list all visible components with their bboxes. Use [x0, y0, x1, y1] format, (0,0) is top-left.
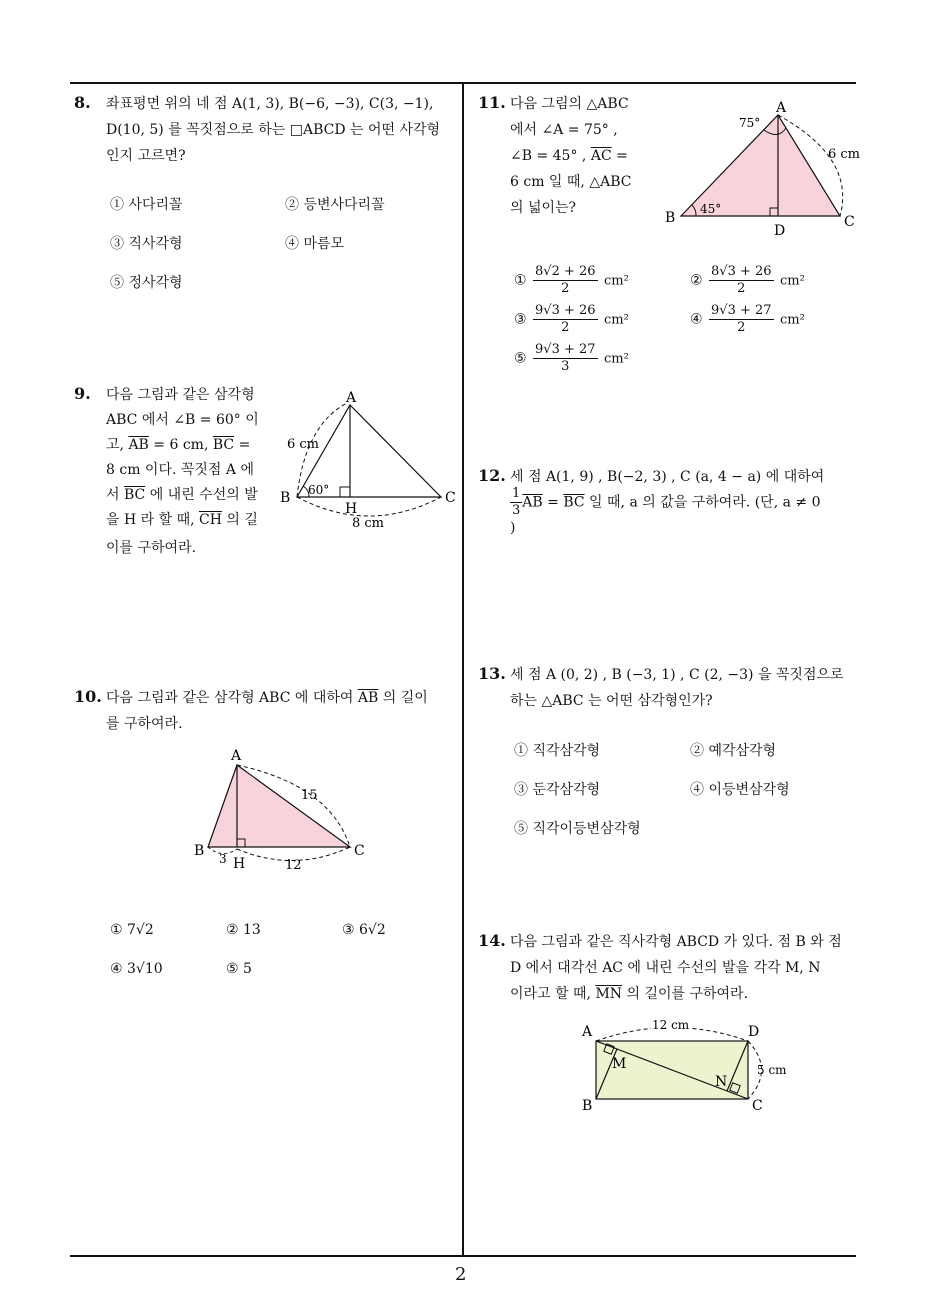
triangle-figure-9 — [275, 385, 465, 535]
question-text: ABC 에서 ∠B = 60° 이 — [106, 412, 259, 428]
question-text: $\frac{1}{3}$ $\overline{AB} = \overline{BC}$ 일 때, a 의 값을 구하여라. (단, a ≠ 0 — [512, 486, 821, 518]
choice-5[interactable]: ⑤ 5 — [226, 961, 252, 977]
choice-1[interactable]: ① 사다리꼴 — [110, 197, 183, 213]
choice-1[interactable]: ① $\frac{8√2 + 26}{2}$ cm² — [514, 264, 629, 296]
label-B: B — [280, 490, 291, 506]
question-text: 를 구하여라. — [106, 716, 183, 732]
choice-3[interactable]: ③ $\frac{9√3 + 26}{2}$ cm² — [514, 303, 629, 335]
label-M: M — [612, 1056, 627, 1072]
question-text: 세 점 A(1, 9) , B(−2, 3) , C (a, 4 − a) 에 대하여 — [510, 469, 825, 485]
question-number: 9. — [74, 384, 91, 403]
label-C: C — [445, 490, 456, 506]
page-number: 2 — [455, 1264, 467, 1285]
label-N: N — [715, 1074, 728, 1090]
label-H: H — [233, 856, 246, 872]
question-text: 다음 그림과 같은 삼각형 ABC 에 대하여 $\overline{AB}$ 의 길이 — [106, 690, 428, 706]
question-text: 이라고 할 때, $\overline{MN}$ 의 길이를 구하여라. — [510, 986, 749, 1002]
question-text: 서 $\overline{BC}$ 에 내린 수선의 발 — [106, 487, 258, 503]
label-B: B — [665, 210, 676, 226]
label-ac: 15 — [301, 788, 318, 803]
question-text: 다음 그림과 같은 직사각형 ABCD 가 있다. 점 B 와 점 — [510, 934, 842, 950]
choice-4[interactable]: ④ 이등변삼각형 — [690, 782, 790, 798]
question-number: 8. — [74, 93, 91, 112]
choice-3[interactable]: ③ 둔각삼각형 — [514, 782, 601, 798]
question-text: 을 H 라 할 때, $\overline{CH}$ 의 길 — [106, 512, 258, 528]
column-divider — [462, 82, 464, 1256]
label-A: A — [346, 390, 357, 406]
question-number: 11. — [478, 93, 506, 112]
question-text: 6 cm 일 때, △ABC — [510, 174, 632, 190]
question-text: 인지 고르면? — [106, 148, 186, 164]
label-B: B — [194, 843, 205, 859]
rectangle-figure-14 — [575, 1012, 795, 1122]
choice-2[interactable]: ② 13 — [226, 922, 261, 938]
label-dc: 5 cm — [757, 1063, 787, 1077]
choice-1[interactable]: ① 직각삼각형 — [514, 743, 601, 759]
question-number: 10. — [74, 687, 102, 706]
question-text: D 에서 대각선 AC 에 내린 수선의 발을 각각 M, N — [510, 960, 821, 976]
question-number: 14. — [478, 931, 506, 950]
label-ac: 6 cm — [828, 147, 860, 162]
question-text: 의 넓이는? — [510, 200, 577, 216]
question-text: 에서 ∠A = 75° , — [510, 122, 618, 138]
choice-2[interactable]: ② $\frac{8√3 + 26}{2}$ cm² — [690, 264, 805, 296]
question-text: D(10, 5) 를 꼭짓점으로 하는 □ABCD 는 어떤 사각형 — [106, 122, 441, 138]
label-D: D — [774, 223, 786, 239]
question-number: 13. — [478, 664, 506, 683]
choice-2[interactable]: ② 등변사다리꼴 — [285, 197, 385, 213]
label-hc: 12 — [285, 858, 302, 873]
question-text: 다음 그림의 △ABC — [510, 96, 629, 112]
triangle-figure-11 — [660, 98, 860, 240]
label-ab: 6 cm — [287, 437, 320, 452]
label-D: D — [748, 1024, 760, 1040]
label-angle: 60° — [308, 483, 330, 497]
choice-3[interactable]: ③ 직사각형 — [110, 236, 183, 252]
choice-3[interactable]: ③ 6√2 — [342, 922, 386, 938]
question-text: 고, $\overline{AB} = 6$ cm, $\overline{BC}$ = — [106, 437, 251, 453]
choice-1[interactable]: ① 7√2 — [110, 922, 154, 938]
choice-5[interactable]: ⑤ 정사각형 — [110, 275, 183, 291]
label-bh: 3 — [219, 852, 227, 866]
choice-2[interactable]: ② 예각삼각형 — [690, 743, 777, 759]
question-text: 하는 △ABC 는 어떤 삼각형인가? — [510, 693, 713, 709]
question-text: 8 cm 이다. 꼭짓점 A 에 — [106, 462, 254, 478]
choice-4[interactable]: ④ 마름모 — [285, 236, 345, 252]
label-H: H — [345, 501, 358, 517]
question-text: ) — [510, 520, 516, 536]
label-B: B — [582, 1098, 593, 1114]
bottom-rule — [70, 1255, 856, 1257]
label-C: C — [354, 843, 365, 859]
label-angA: 75° — [739, 116, 761, 130]
label-bc: 8 cm — [352, 516, 385, 531]
choice-4[interactable]: ④ 3√10 — [110, 961, 163, 977]
choice-5[interactable]: ⑤ 직각이등변삼각형 — [514, 821, 641, 837]
label-C: C — [844, 214, 855, 230]
choice-4[interactable]: ④ $\frac{9√3 + 27}{2}$ cm² — [690, 303, 805, 335]
question-text: ∠B = 45° , $\overline{AC}$ = — [510, 148, 628, 164]
label-C: C — [752, 1098, 763, 1114]
triangle-figure-10 — [190, 745, 380, 875]
question-number: 12. — [478, 466, 506, 485]
label-A: A — [776, 100, 787, 116]
question-text: 다음 그림과 같은 삼각형 — [106, 387, 255, 403]
label-angB: 45° — [700, 202, 722, 216]
label-ad: 12 cm — [652, 1018, 690, 1032]
question-text: 세 점 A (0, 2) , B (−3, 1) , C (2, −3) 을 꼭짓점으로 — [510, 667, 844, 683]
label-A: A — [582, 1024, 593, 1040]
choice-5[interactable]: ⑤ $\frac{9√3 + 27}{3}$ cm² — [514, 342, 629, 374]
question-text: 좌표평면 위의 네 점 A(1, 3), B(−6, −3), C(3, −1), — [106, 96, 434, 112]
label-A: A — [231, 748, 242, 764]
question-text: 이를 구하여라. — [106, 540, 197, 556]
